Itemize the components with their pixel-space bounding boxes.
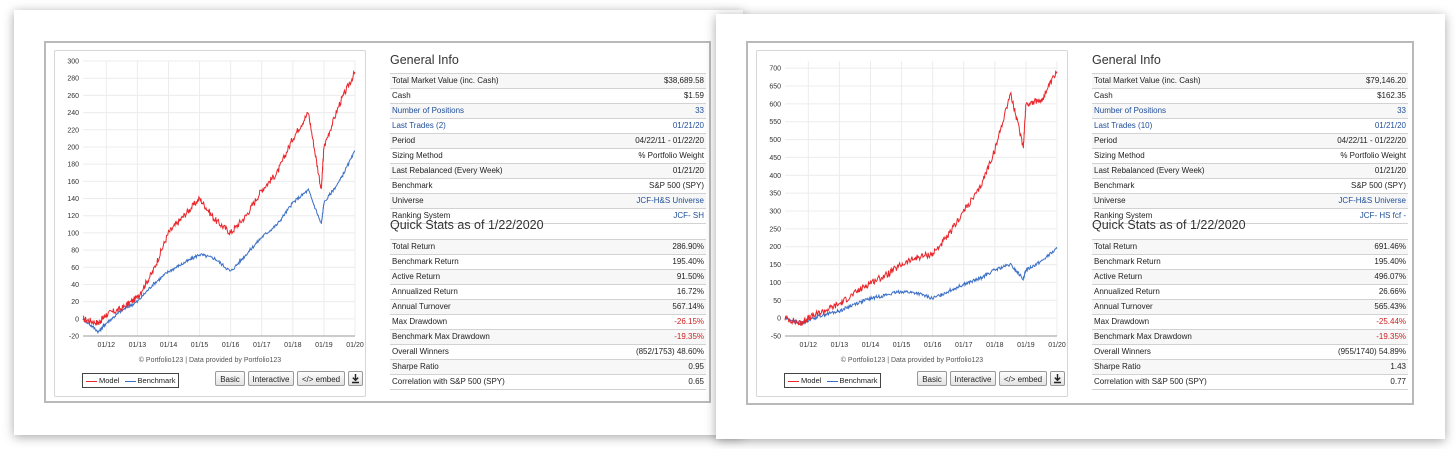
y-tick-label: 100 (769, 279, 781, 287)
stat-row (1092, 149, 1408, 164)
stat-row (390, 315, 706, 330)
stat-row (390, 149, 706, 164)
basic-button[interactable]: Basic (215, 371, 245, 386)
stat-label: Sizing Method (1094, 151, 1145, 160)
y-tick-label: 100 (67, 230, 79, 238)
stat-row (390, 179, 706, 194)
y-tick-label: 40 (71, 281, 79, 289)
stat-row (390, 285, 706, 300)
stat-value: 1.43 (1390, 362, 1406, 371)
y-tick-label: 0 (75, 316, 79, 324)
stat-row (1092, 119, 1408, 134)
y-tick-label: 0 (777, 315, 781, 323)
y-tick-label: 240 (67, 110, 79, 118)
stat-row (390, 240, 706, 255)
y-tick-label: 400 (769, 172, 781, 180)
stat-value: S&P 500 (SPY) (1351, 181, 1406, 190)
stat-row (390, 360, 706, 375)
stat-value: 691.46% (1374, 242, 1406, 251)
stat-value[interactable]: 01/21/20 (1374, 121, 1406, 130)
stat-label: Sizing Method (392, 151, 443, 160)
stat-row (390, 345, 706, 360)
stat-label-count: (2) (433, 121, 446, 130)
download-button[interactable] (1050, 371, 1065, 386)
stat-value: (852/1753) 48.60% (635, 347, 704, 356)
stat-label: Benchmark Return (392, 257, 459, 266)
download-button[interactable] (348, 371, 363, 386)
quick-stats-table (390, 239, 706, 390)
stat-row (390, 89, 706, 104)
x-tick-label: 01/17 (252, 342, 271, 349)
stat-label: Ranking System (392, 211, 451, 220)
stat-row (390, 270, 706, 285)
stat-row (390, 119, 706, 134)
y-tick-label: 200 (769, 244, 781, 252)
stat-label: Universe (1094, 196, 1126, 205)
stat-label-count: (10) (1135, 121, 1153, 130)
stat-row (1092, 375, 1408, 390)
y-tick-label: 160 (67, 178, 79, 186)
model-swatch (86, 381, 97, 382)
stat-label: Sharpe Ratio (392, 362, 439, 371)
embed-button[interactable]: </> embed (999, 371, 1047, 386)
stat-label: Active Return (1094, 272, 1143, 281)
stat-row (390, 74, 706, 89)
x-tick-label: 01/20 (346, 342, 364, 349)
stat-label: Max Drawdown (1094, 317, 1150, 326)
stat-row (1092, 134, 1408, 149)
stat-value[interactable]: 33 (695, 106, 704, 115)
chart-legend[interactable] (784, 373, 881, 388)
y-tick-label: -50 (770, 333, 781, 341)
stat-row (1092, 164, 1408, 179)
stat-row (390, 330, 706, 345)
stat-value: 565.43% (1374, 302, 1406, 311)
x-tick-label: 01/15 (892, 342, 911, 349)
interactive-button[interactable]: Interactive (248, 371, 294, 386)
y-tick-label: 300 (67, 58, 79, 66)
x-tick-label: 01/18 (986, 342, 1004, 349)
basic-button[interactable]: Basic (917, 371, 947, 386)
y-tick-label: 350 (769, 190, 781, 198)
stat-row (1092, 179, 1408, 194)
y-tick-label: 200 (67, 144, 79, 152)
legend-model: Model (99, 376, 120, 385)
x-tick-label: 01/14 (861, 342, 880, 349)
stat-label: Last Rebalanced (Every Week) (1094, 166, 1205, 175)
stat-label: Benchmark Return (1094, 257, 1161, 266)
chart-credit: © Portfolio123 | Data provided by Portfolio123 (138, 357, 282, 364)
y-tick-label: 80 (71, 247, 79, 255)
download-icon (349, 372, 362, 385)
general-info-title: General Info (1092, 53, 1161, 67)
x-tick-label: 01/16 (923, 342, 942, 349)
x-tick-label: 01/19 (1017, 342, 1035, 349)
stat-value: 0.77 (1390, 377, 1406, 386)
stat-label: Ranking System (1094, 211, 1153, 220)
stat-label: Period (392, 136, 416, 145)
portfolio-panel (746, 41, 1414, 405)
general-info-title: General Info (390, 53, 459, 67)
stat-label: Annualized Return (392, 287, 458, 296)
y-tick-label: 140 (67, 196, 79, 203)
stat-row (1092, 74, 1408, 89)
stat-row (1092, 270, 1408, 285)
y-tick-label: 450 (769, 154, 781, 162)
legend-benchmark: Benchmark (839, 376, 878, 385)
y-tick-label: -20 (68, 333, 79, 341)
y-tick-label: 50 (773, 297, 781, 305)
stat-value[interactable]: JCF- SH (673, 211, 704, 220)
y-tick-label: 700 (769, 65, 781, 73)
stat-label: Overall Winners (392, 347, 449, 356)
download-icon (1051, 372, 1064, 385)
chart-credit: © Portfolio123 | Data provided by Portfolio123 (840, 357, 984, 364)
stat-row (390, 134, 706, 149)
x-tick-label: 01/12 (799, 342, 818, 349)
legend-model: Model (801, 376, 822, 385)
y-tick-label: 300 (769, 208, 781, 216)
x-tick-label: 01/15 (190, 342, 209, 349)
stat-value: 195.40% (1374, 257, 1406, 266)
stat-label: Last Rebalanced (Every Week) (392, 166, 503, 175)
stat-row (1092, 194, 1408, 209)
stat-value: % Portfolio Weight (1340, 151, 1406, 160)
y-tick-label: 500 (769, 137, 781, 145)
benchmark-series-line (785, 248, 1057, 325)
stat-value[interactable]: 33 (1397, 106, 1406, 115)
stat-value[interactable]: 01/21/20 (672, 121, 704, 130)
embed-button[interactable]: </> embed (297, 371, 345, 386)
stat-value: 04/22/11 - 01/22/20 (635, 136, 704, 145)
y-tick-label: 120 (67, 213, 79, 221)
y-tick-label: 550 (769, 119, 781, 127)
portfolio-card-right (716, 14, 1445, 439)
portfolio-panel (44, 41, 711, 403)
stat-label[interactable]: Number of Positions (1094, 106, 1167, 115)
benchmark-swatch (827, 381, 838, 382)
y-tick-label: 250 (769, 226, 781, 234)
stat-row (1092, 345, 1408, 360)
benchmark-swatch (125, 381, 136, 382)
y-tick-label: 600 (769, 101, 781, 109)
stat-label: Total Market Value (inc. Cash) (1094, 76, 1201, 85)
stat-label: Annual Turnover (1094, 302, 1153, 311)
stat-value: 26.66% (1378, 287, 1406, 296)
stat-value: 16.72% (676, 287, 704, 296)
stat-value: $162.35 (1377, 91, 1406, 100)
interactive-button[interactable]: Interactive (950, 371, 996, 386)
stat-value[interactable]: JCF-H&S Universe (1338, 196, 1406, 205)
quick-stats-table (1092, 239, 1408, 390)
x-tick-label: 01/17 (954, 342, 973, 349)
stat-label: Total Return (392, 242, 436, 251)
stat-value: 195.40% (672, 257, 704, 266)
stat-row (390, 194, 706, 209)
y-tick-label: 150 (769, 262, 781, 270)
general-info-table (1092, 73, 1408, 224)
y-tick-label: 260 (67, 92, 79, 100)
stat-row (390, 104, 706, 119)
performance-chart (757, 51, 1067, 356)
x-tick-label: 01/12 (97, 342, 116, 349)
stat-label: Correlation with S&P 500 (SPY) (392, 377, 505, 386)
y-tick-label: 280 (67, 75, 79, 83)
y-tick-label: 20 (71, 299, 79, 307)
stat-row (1092, 89, 1408, 104)
stat-value: (955/1740) 54.89% (1337, 347, 1406, 356)
x-tick-label: 01/13 (128, 342, 147, 349)
x-tick-label: 01/14 (159, 342, 178, 349)
stat-label: Benchmark (392, 181, 433, 190)
performance-chart (55, 51, 365, 356)
stat-row (1092, 240, 1408, 255)
stat-label: Benchmark (1094, 181, 1135, 190)
stat-value: $38,689.58 (663, 76, 704, 85)
stat-label: Max Drawdown (392, 317, 448, 326)
quick-stats-title: Quick Stats as of 1/22/2020 (390, 218, 544, 232)
stat-label: Annualized Return (1094, 287, 1160, 296)
stat-value: % Portfolio Weight (638, 151, 704, 160)
stat-value: $79,146.20 (1365, 76, 1406, 85)
x-tick-label: 01/20 (1048, 342, 1066, 349)
stat-row (390, 300, 706, 315)
x-tick-label: 01/13 (830, 342, 849, 349)
stat-row (390, 164, 706, 179)
model-series-line (785, 72, 1057, 326)
stat-label: Benchmark Max Drawdown (1094, 332, 1192, 341)
stat-row (1092, 255, 1408, 270)
stat-value[interactable]: JCF- HS fcf - (1359, 211, 1406, 220)
stat-value: $1.59 (683, 91, 704, 100)
stat-value: 01/21/20 (672, 166, 704, 175)
y-tick-label: 220 (67, 127, 79, 135)
y-tick-label: 60 (71, 264, 79, 272)
stat-row (1092, 360, 1408, 375)
stat-value: 0.95 (688, 362, 704, 371)
model-swatch (788, 381, 799, 382)
stat-label: Benchmark Max Drawdown (392, 332, 490, 341)
stat-value: 91.50% (676, 272, 704, 281)
stat-row (1092, 315, 1408, 330)
stat-value: -19.35% (674, 332, 704, 341)
stat-label: Cash (392, 91, 411, 100)
legend-benchmark: Benchmark (137, 376, 176, 385)
x-tick-label: 01/16 (221, 342, 240, 349)
stat-value: 01/21/20 (1374, 166, 1406, 175)
stat-value: 04/22/11 - 01/22/20 (1337, 136, 1406, 145)
stat-value: -26.15% (674, 317, 704, 326)
stat-label: Sharpe Ratio (1094, 362, 1141, 371)
chart-container (54, 50, 366, 397)
x-tick-label: 01/19 (315, 342, 333, 349)
stat-label: Annual Turnover (392, 302, 451, 311)
stat-label: Period (1094, 136, 1118, 145)
y-tick-label: 180 (67, 161, 79, 169)
stat-value: -25.44% (1376, 317, 1406, 326)
stat-label: Universe (392, 196, 424, 205)
chart-container (756, 50, 1068, 397)
y-tick-label: 650 (769, 83, 781, 91)
stat-row (1092, 285, 1408, 300)
stat-value: 496.07% (1374, 272, 1406, 281)
stat-label: Total Market Value (inc. Cash) (392, 76, 499, 85)
stat-label: Overall Winners (1094, 347, 1151, 356)
stat-value: 567.14% (672, 302, 704, 311)
stat-label: Total Return (1094, 242, 1138, 251)
stat-label: Active Return (392, 272, 441, 281)
stat-row (1092, 300, 1408, 315)
stat-value[interactable]: JCF-H&S Universe (636, 196, 704, 205)
stat-label[interactable]: Number of Positions (392, 106, 465, 115)
general-info-table (390, 73, 706, 224)
chart-legend[interactable] (82, 373, 179, 388)
portfolio-card-left (14, 10, 743, 435)
stat-row (1092, 104, 1408, 119)
stat-row (390, 375, 706, 390)
stat-label: Cash (1094, 91, 1113, 100)
stat-value: -19.35% (1376, 332, 1406, 341)
stat-label: Correlation with S&P 500 (SPY) (1094, 377, 1207, 386)
stat-value: S&P 500 (SPY) (649, 181, 704, 190)
quick-stats-title: Quick Stats as of 1/22/2020 (1092, 218, 1246, 232)
x-tick-label: 01/18 (284, 342, 302, 349)
stat-label[interactable]: Last Trades (2) (392, 121, 446, 130)
stat-row (390, 255, 706, 270)
stat-row (1092, 330, 1408, 345)
stat-value: 286.90% (672, 242, 704, 251)
stat-value: 0.65 (688, 377, 704, 386)
stat-label[interactable]: Last Trades (10) (1094, 121, 1153, 130)
